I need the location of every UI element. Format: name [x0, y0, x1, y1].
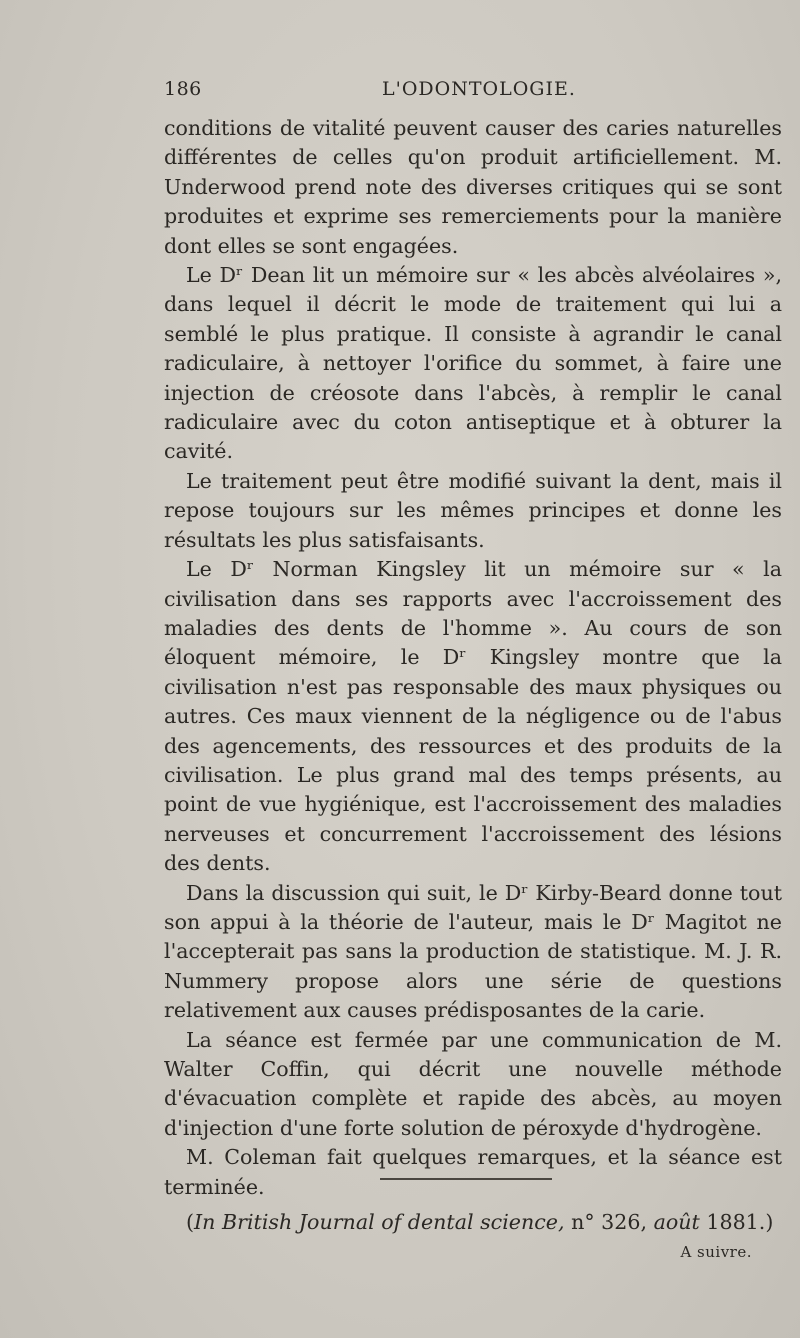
- paragraph-1: conditions de vitalité peuvent causer des caries naturelles différentes de celles qu'on produit artificiellement. M. Underwood prend note des diverses critiques qui se sont produites et exprime ses remerciements pour la manière dont elles se sont engagées.: [164, 116, 782, 258]
- citation-year: 1881.): [699, 1210, 774, 1235]
- source-citation: [164, 1208, 782, 1237]
- paragraph-6: La séance est fermée par une communication de M. Walter Coffin, qui décrit une nouvelle méthode d'évacuation complète et rapide des abcès, au moyen d'injection d'une forte solution de péroxyde d'hydrogène.: [164, 1027, 782, 1140]
- paragraph-7: M. Coleman fait quelques remarques, et la séance est terminée.: [164, 1145, 782, 1199]
- paragraph-3: Le traitement peut être modifié suivant la dent, mais il repose toujours sur les mêmes principes et donne les résultats les plus satisfaisants.: [164, 468, 782, 552]
- citation-open: (: [186, 1210, 195, 1235]
- citation-month: août: [653, 1210, 700, 1235]
- section-divider: [380, 1178, 552, 1180]
- citation-source: In British Journal of dental science,: [194, 1210, 565, 1235]
- paragraph-5: Dans la discussion qui suit, le Dʳ Kirby-Beard donne tout son appui à la théorie de l'auteur, mais le Dʳ Magitot ne l'accepterait pas sans la production de statistique. M. J. R. Nummery propose alors une série de questions relativement aux causes prédisposantes de la carie.: [164, 880, 782, 1023]
- running-title: L'ODONTOLOGIE.: [382, 78, 576, 100]
- article-body: [164, 114, 782, 1202]
- citation-issue: n° 326,: [564, 1210, 654, 1235]
- to-be-continued: A suivre.: [680, 1243, 752, 1262]
- paragraph-2: Le Dʳ Dean lit un mémoire sur « les abcès alvéolaires », dans lequel il décrit le mode de traitement qui lui a semblé le plus pratique. Il consiste à agrandir le canal radiculaire, à nettoyer l'orifice du sommet, à faire une injection de créosote dans l'abcès, à remplir le canal radiculaire avec du coton antiseptique et à obturer la cavité.: [164, 263, 782, 464]
- page-number: 186: [164, 78, 202, 100]
- paragraph-4: Le Dʳ Norman Kingsley lit un mémoire sur « la civilisation dans ses rapports avec l'accroissement des maladies des dents de l'homme ». Au cours de son éloquent mémoire, le Dʳ Kingsley montre que la civilisation n'est pas responsable des maux physiques ou autres. Ces maux viennent de la négligence ou de l'abus des agencements, des ressources et des produits de la civilisation. Le plus grand mal des temps présents, au point de vue hygiénique, est l'accroissement des maladies nerveuses et concurrement l'accroissement des lésions des dents.: [164, 557, 782, 876]
- page-header: [164, 78, 782, 108]
- page-content: [164, 78, 782, 1261]
